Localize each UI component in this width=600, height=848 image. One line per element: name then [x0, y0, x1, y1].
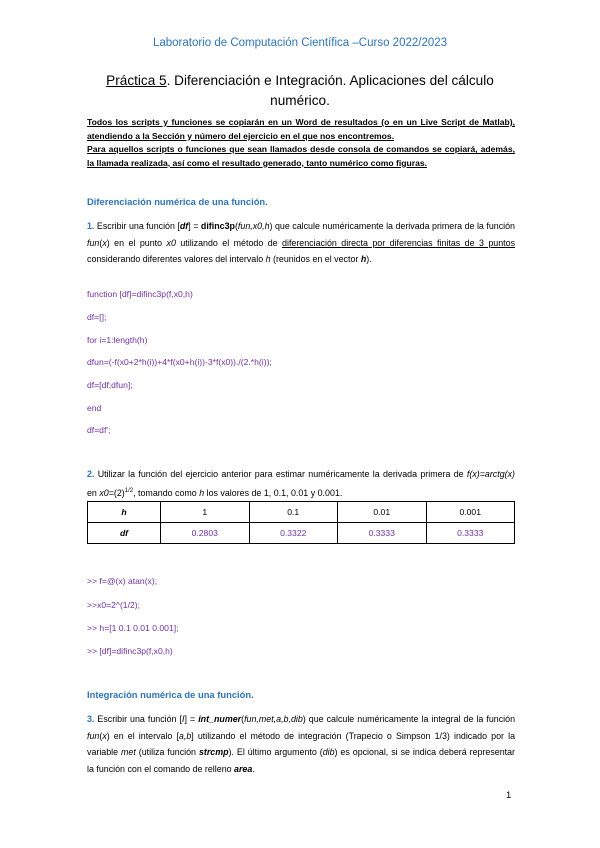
page-number: 1: [506, 789, 512, 800]
practice-label: Práctica 5: [106, 73, 167, 88]
code-line: for i=1:length(h): [87, 335, 148, 345]
table-header-cell: 0.001: [426, 502, 515, 523]
lab-header: Laboratorio de Computación Científica –Curso 2022/2023: [152, 37, 448, 49]
table-header-cell: 0.1: [249, 502, 338, 523]
command-line: >> [df]=difinc3p(f,x0,h): [87, 646, 173, 656]
command-line: >>x0=2^(1/2);: [87, 600, 141, 610]
section-heading-integration: Integración numérica de una función.: [87, 689, 254, 700]
instructions-notice: [87, 116, 515, 170]
code-line: end: [87, 403, 102, 413]
results-table: [87, 501, 515, 544]
table-cell: 0.3333: [338, 523, 427, 544]
table-cell: 0.3322: [249, 523, 338, 544]
page-title: [100, 71, 500, 111]
code-line: df=df';: [87, 425, 111, 435]
table-header-cell: 0.01: [338, 502, 427, 523]
notice-line-1: Todos los scripts y funciones se copiarán en un Word de resultados (o en un Live Script de Matlab), atendiendo a la Sección y número del ejercicio en el que nos encontremos.: [87, 117, 515, 141]
code-line: df=[];: [87, 312, 107, 322]
title-text: . Diferenciación e Integración. Aplicaciones del cálculo numérico.: [166, 73, 494, 108]
command-line: >> f=@(x) atan(x);: [87, 576, 158, 586]
table-cell: 0.2803: [161, 523, 250, 544]
section-heading-differentiation: Diferenciación numérica de una función.: [87, 196, 268, 207]
notice-line-2: Para aquellos scripts o funciones que sean llamados desde consola de comandos se copiará, además, la llamada realizada, así como el resultado generado, tanto numérico como figuras.: [87, 144, 515, 168]
exercise-2: 2. Utilizar la función del ejercicio anterior para estimar numéricamente la derivada primera de f(x)=arctg(x) en $x0=(2)^{1/2}$, tomando como h los valores de 1, 0.1, 0.01 y 0.001.: [87, 469, 515, 498]
table-row: [88, 523, 515, 544]
exercise-3: 3. Escribir una función [I] = int_numer(fun,met,a,b,dib) que calcule numéricamente la integral de la función fun(x) en el intervalo [a,b] utilizando el método de integración (Trapecio o Simpson 1/3) indicado por la variable met (utiliza función strcmp). El último argumento (dib) es opcional, si se indica deberá representar la función con el comando de relleno area.: [87, 714, 516, 774]
table-header-cell: 1: [161, 502, 250, 523]
code-line: function [df]=difinc3p(f,x0,h): [87, 289, 193, 299]
code-line: dfun=(-f(x0+2*h(i))+4*f(x0+h(i))-3*f(x0))./(2.*h(i));: [87, 357, 272, 367]
table-row: [88, 502, 515, 523]
table-header-cell: h: [88, 502, 161, 523]
code-line: df=[df;dfun];: [87, 380, 133, 390]
table-cell: 0.3333: [426, 523, 515, 544]
command-line: >> h=[1 0.1 0.01 0.001];: [87, 623, 179, 633]
exercise-1: 1. Escribir una función [df] = difinc3p(fun,x0,h) que calcule numéricamente la derivada primera de la función fun(x) en el punto x0 utilizando el método de diferenciación directa por diferencias finitas de 3 puntos considerando diferentes valores del intervalo h (reunidos en el vector h).: [87, 221, 516, 264]
table-row-label: df: [88, 523, 161, 544]
